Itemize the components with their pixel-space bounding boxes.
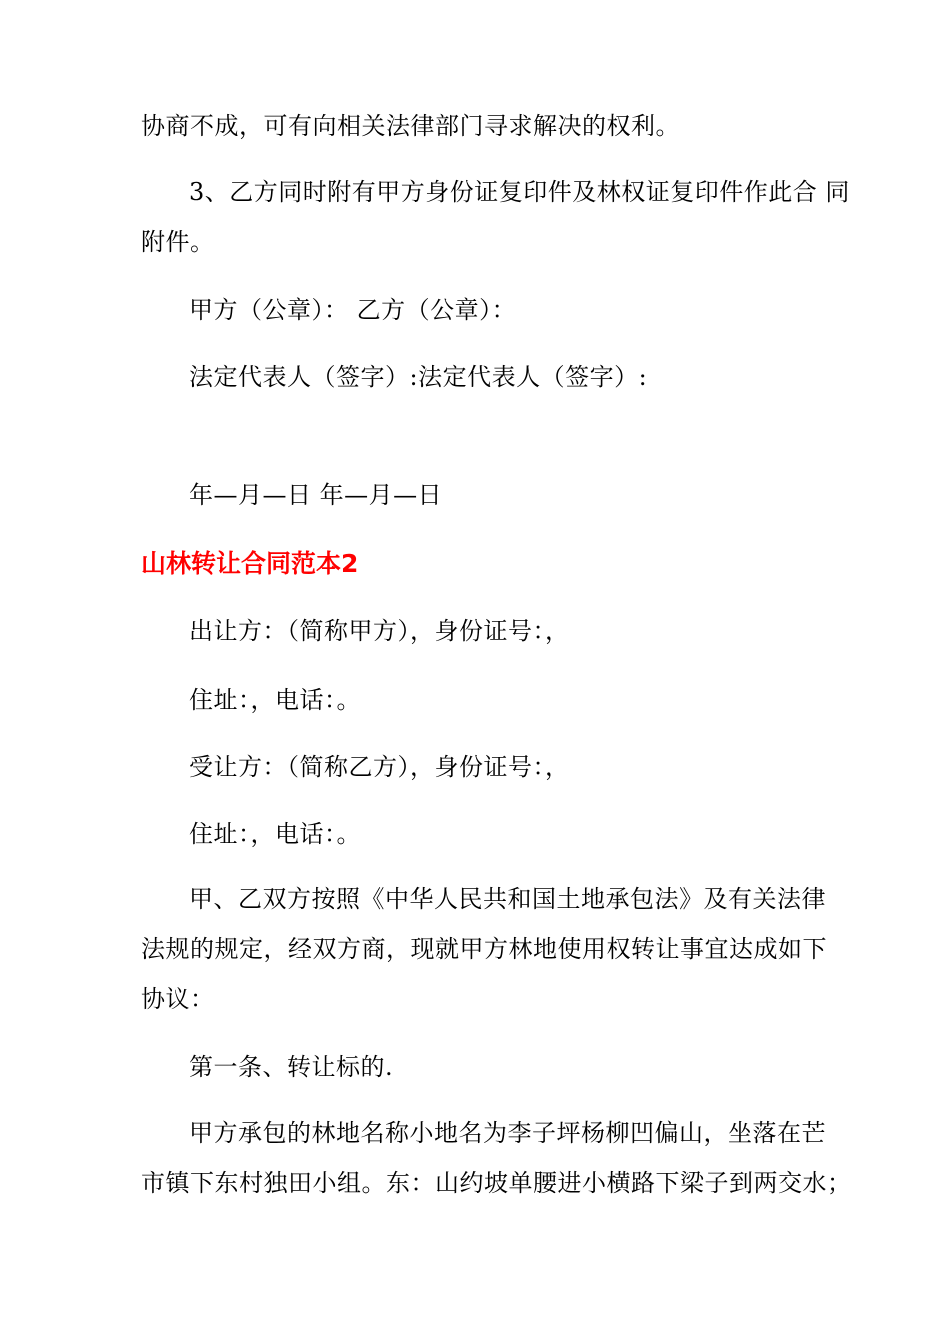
- paragraph-line: 市镇下东村独田小组。东：山约坡单腰进小横路下梁子到两交水；: [141, 1169, 852, 1197]
- signature-line: 甲方（公章）： 乙方（公章）：: [189, 296, 517, 324]
- paragraph-line: 甲、乙双方按照《中华人民共和国土地承包法》及有关法律: [189, 885, 826, 913]
- paragraph-line: 协商不成，可有向相关法律部门寻求解决的权利。: [141, 112, 680, 140]
- date-line: 年—月—日 年—月—日: [189, 481, 443, 509]
- paragraph-line: 受让方：（简称乙方），身份证号：，: [189, 753, 570, 781]
- paragraph-line: 法规的规定，经双方商，现就甲方林地使用权转让事宜达成如下: [141, 935, 827, 963]
- paragraph-line: 住址：，电话：。: [189, 820, 361, 848]
- paragraph-line: 甲方承包的林地名称小地名为李子坪杨柳凹偏山，坐落在芒: [189, 1119, 826, 1147]
- paragraph-line: 协议：: [141, 985, 215, 1013]
- paragraph-line: 附件。: [141, 228, 215, 256]
- paragraph-line: 住址：，电话：。: [189, 686, 361, 714]
- section-heading: 山林转让合同范本2: [141, 549, 359, 578]
- signature-line: 法定代表人（签字）:法定代表人（签字）:: [189, 363, 648, 391]
- paragraph-line: 3、乙方同时附有甲方身份证复印件及林权证复印件作此合 同: [189, 178, 850, 206]
- article-heading: 第一条、转让标的.: [189, 1053, 394, 1081]
- paragraph-line: 出让方：（简称甲方），身份证号：，: [189, 617, 570, 645]
